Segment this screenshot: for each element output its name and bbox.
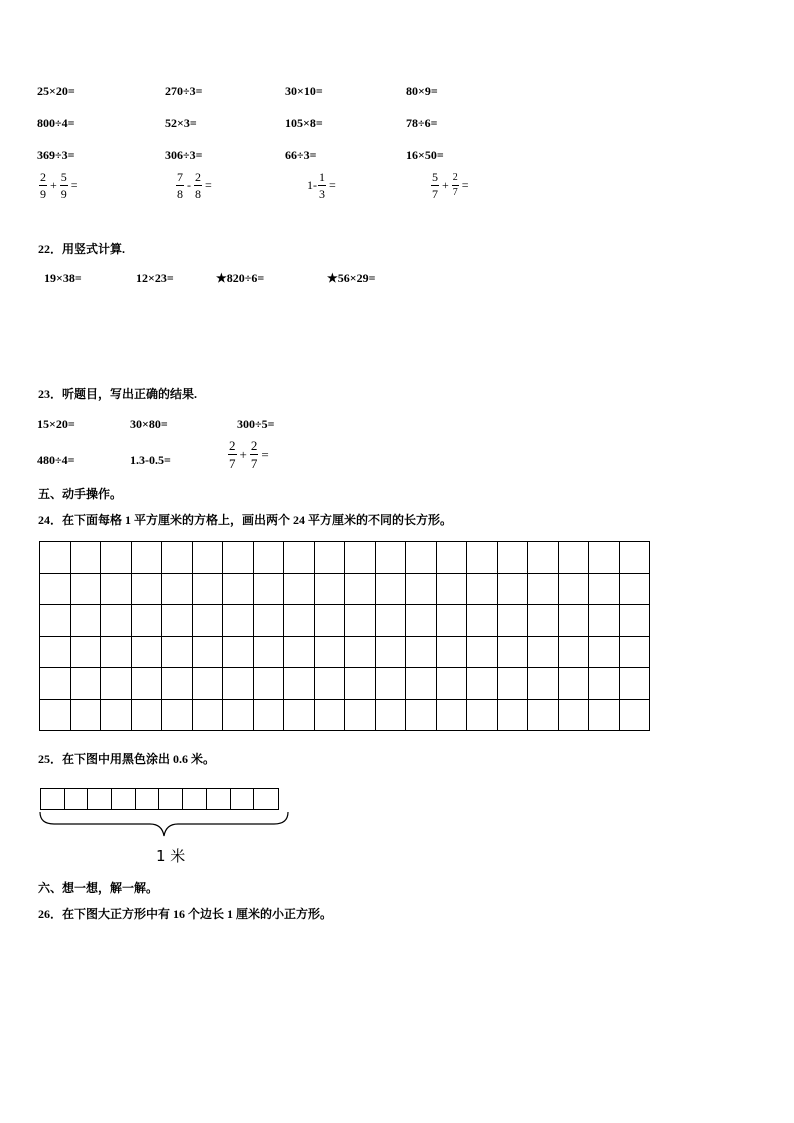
listen-calc-item: 480÷4= bbox=[37, 453, 75, 467]
denominator: 9 bbox=[40, 187, 46, 201]
grid-cell[interactable] bbox=[101, 542, 132, 574]
meter-strip[interactable] bbox=[40, 788, 279, 810]
grid-cell[interactable] bbox=[528, 699, 559, 731]
grid-cell[interactable] bbox=[162, 605, 193, 637]
grid-cell[interactable] bbox=[314, 605, 345, 637]
grid-cell[interactable] bbox=[314, 699, 345, 731]
grid-cell[interactable] bbox=[497, 542, 528, 574]
denominator: 9 bbox=[60, 187, 67, 201]
grid-cell[interactable] bbox=[345, 542, 376, 574]
grid-cell[interactable] bbox=[345, 636, 376, 668]
strip-cell[interactable] bbox=[207, 789, 231, 809]
calc-item: 105×8= bbox=[285, 116, 323, 130]
denominator: 8 bbox=[195, 187, 201, 201]
operator: + bbox=[442, 178, 449, 192]
grid-cell[interactable] bbox=[253, 573, 284, 605]
grid-row bbox=[40, 668, 650, 700]
grid-cell[interactable] bbox=[406, 605, 437, 637]
calc-item: 80×9= bbox=[406, 84, 438, 98]
grid-cell[interactable] bbox=[436, 668, 467, 700]
grid-cell[interactable] bbox=[70, 668, 101, 700]
grid-cell[interactable] bbox=[101, 573, 132, 605]
grid-cell[interactable] bbox=[619, 636, 650, 668]
grid-cell[interactable] bbox=[436, 699, 467, 731]
grid-cell[interactable] bbox=[497, 605, 528, 637]
strip-cell[interactable] bbox=[231, 789, 255, 809]
grid-cell[interactable] bbox=[40, 668, 71, 700]
grid-cell[interactable] bbox=[40, 573, 71, 605]
fraction-expression bbox=[430, 171, 471, 200]
denominator: 7 bbox=[432, 187, 438, 201]
grid-cell[interactable] bbox=[284, 605, 315, 637]
grid-cell[interactable] bbox=[223, 542, 254, 574]
grid-cell[interactable] bbox=[131, 605, 162, 637]
denominator: 8 bbox=[177, 187, 183, 201]
grid-cell[interactable] bbox=[558, 605, 589, 637]
grid-cell[interactable] bbox=[436, 573, 467, 605]
calc-item: 270÷3= bbox=[165, 84, 203, 98]
equals: = bbox=[461, 178, 469, 192]
vertical-calc-item: 12×23= bbox=[136, 271, 174, 285]
grid-cell[interactable] bbox=[375, 605, 406, 637]
strip-cell[interactable] bbox=[254, 789, 278, 809]
grid-cell[interactable] bbox=[619, 699, 650, 731]
grid-cell[interactable] bbox=[345, 605, 376, 637]
grid-cell[interactable] bbox=[131, 668, 162, 700]
grid-cell[interactable] bbox=[162, 668, 193, 700]
grid-cell[interactable] bbox=[467, 605, 498, 637]
grid-cell[interactable] bbox=[589, 636, 620, 668]
strip-cell[interactable] bbox=[65, 789, 89, 809]
grid-cell[interactable] bbox=[253, 668, 284, 700]
grid-cell[interactable] bbox=[528, 636, 559, 668]
grid-cell[interactable] bbox=[284, 573, 315, 605]
grid-cell[interactable] bbox=[40, 636, 71, 668]
grid-cell[interactable] bbox=[223, 605, 254, 637]
grid-cell[interactable] bbox=[192, 542, 223, 574]
grid-cell[interactable] bbox=[619, 542, 650, 574]
equals: = bbox=[205, 178, 212, 192]
grid-cell[interactable] bbox=[406, 668, 437, 700]
grid-cell[interactable] bbox=[284, 636, 315, 668]
grid-cell[interactable] bbox=[467, 699, 498, 731]
grid-row bbox=[40, 636, 650, 668]
grid-cell[interactable] bbox=[223, 636, 254, 668]
grid-cell[interactable] bbox=[375, 636, 406, 668]
grid-cell[interactable] bbox=[223, 699, 254, 731]
grid-cell[interactable] bbox=[375, 668, 406, 700]
strip-cell[interactable] bbox=[88, 789, 112, 809]
grid-cell[interactable] bbox=[284, 699, 315, 731]
section-6-heading: 六、想一想，解一解。 bbox=[38, 881, 159, 895]
grid-cell[interactable] bbox=[223, 668, 254, 700]
fraction-expression bbox=[38, 171, 80, 200]
calc-item: 30×10= bbox=[285, 84, 323, 98]
grid-cell[interactable] bbox=[589, 699, 620, 731]
grid-cell[interactable] bbox=[314, 668, 345, 700]
listen-calc-item: 30×80= bbox=[130, 417, 168, 431]
strip-label: 1 米 bbox=[156, 847, 186, 865]
grid-cell[interactable] bbox=[162, 573, 193, 605]
grid-cell[interactable] bbox=[436, 542, 467, 574]
grid-cell[interactable] bbox=[192, 636, 223, 668]
numerator: 7 bbox=[177, 170, 183, 184]
grid-cell[interactable] bbox=[619, 573, 650, 605]
question-26-title: 26．在下图大正方形中有 16 个边长 1 厘米的小正方形。 bbox=[38, 907, 333, 921]
grid-cell[interactable] bbox=[284, 668, 315, 700]
grid-cell[interactable] bbox=[558, 542, 589, 574]
grid-cell[interactable] bbox=[101, 636, 132, 668]
grid-cell[interactable] bbox=[406, 573, 437, 605]
denominator: 7 bbox=[250, 456, 258, 471]
fraction-expression bbox=[227, 439, 271, 470]
grid-cell[interactable] bbox=[436, 636, 467, 668]
grid-cell[interactable] bbox=[589, 542, 620, 574]
grid-cell[interactable] bbox=[497, 636, 528, 668]
grid-cell[interactable] bbox=[131, 573, 162, 605]
operator: + bbox=[239, 446, 247, 462]
fraction-expression bbox=[175, 171, 214, 200]
grid-cell[interactable] bbox=[375, 542, 406, 574]
grid-cell[interactable] bbox=[558, 668, 589, 700]
grid-cell[interactable] bbox=[40, 605, 71, 637]
grid-cell[interactable] bbox=[314, 573, 345, 605]
grid-row bbox=[40, 605, 650, 637]
grid-cell[interactable] bbox=[70, 573, 101, 605]
question-24-title: 24．在下面每格 1 平方厘米的方格上，画出两个 24 平方厘米的不同的长方形。 bbox=[38, 513, 453, 527]
grid-cell[interactable] bbox=[314, 542, 345, 574]
section-5-heading: 五、动手操作。 bbox=[38, 487, 123, 501]
grid-cell[interactable] bbox=[131, 636, 162, 668]
grid-cell[interactable] bbox=[345, 573, 376, 605]
grid-cell[interactable] bbox=[558, 573, 589, 605]
grid-cell[interactable] bbox=[253, 605, 284, 637]
vertical-calc-item: ★820÷6= bbox=[216, 271, 265, 285]
grid-cell[interactable] bbox=[162, 542, 193, 574]
grid-cell[interactable] bbox=[406, 542, 437, 574]
grid-cell[interactable] bbox=[223, 573, 254, 605]
grid-cell[interactable] bbox=[70, 699, 101, 731]
grid-cell[interactable] bbox=[375, 573, 406, 605]
grid-cell[interactable] bbox=[253, 699, 284, 731]
fraction-expression bbox=[307, 171, 338, 200]
calc-item: 52×3= bbox=[165, 116, 197, 130]
grid-cell[interactable] bbox=[70, 605, 101, 637]
calc-item: 66÷3= bbox=[285, 148, 317, 162]
denominator: 3 bbox=[319, 187, 325, 201]
vertical-calc-item: ★56×29= bbox=[327, 271, 376, 285]
numerator: 2 bbox=[229, 438, 236, 453]
grid-cell[interactable] bbox=[131, 542, 162, 574]
numerator: 2 bbox=[452, 172, 458, 183]
grid-cell[interactable] bbox=[528, 668, 559, 700]
grid-cell[interactable] bbox=[314, 636, 345, 668]
grid-cell[interactable] bbox=[162, 636, 193, 668]
strip-cell[interactable] bbox=[41, 789, 65, 809]
grid-cell[interactable] bbox=[345, 699, 376, 731]
grid-cell[interactable] bbox=[375, 699, 406, 731]
grid-cell[interactable] bbox=[101, 699, 132, 731]
grid-cell[interactable] bbox=[253, 636, 284, 668]
equals: = bbox=[70, 178, 78, 192]
grid-cell[interactable] bbox=[589, 668, 620, 700]
numerator: 5 bbox=[432, 170, 438, 184]
grid-cell[interactable] bbox=[192, 668, 223, 700]
grid-cell[interactable] bbox=[467, 542, 498, 574]
strip-cell[interactable] bbox=[112, 789, 136, 809]
brace-icon bbox=[38, 810, 292, 840]
grid-cell[interactable] bbox=[253, 542, 284, 574]
grid-cell[interactable] bbox=[528, 573, 559, 605]
grid-cell[interactable] bbox=[436, 605, 467, 637]
grid-cell[interactable] bbox=[619, 605, 650, 637]
grid-cell[interactable] bbox=[619, 668, 650, 700]
denominator: 7 bbox=[229, 456, 236, 471]
grid-cell[interactable] bbox=[70, 636, 101, 668]
calc-item: 78÷6= bbox=[406, 116, 438, 130]
grid-cell[interactable] bbox=[558, 699, 589, 731]
grid-cell[interactable] bbox=[40, 542, 71, 574]
denominator: 7 bbox=[452, 187, 458, 198]
calc-item: 800÷4= bbox=[37, 116, 75, 130]
grid-cell[interactable] bbox=[589, 605, 620, 637]
grid-row bbox=[40, 573, 650, 605]
leading-term: 1- bbox=[307, 178, 317, 192]
grid-cell[interactable] bbox=[40, 699, 71, 731]
grid-cell[interactable] bbox=[467, 636, 498, 668]
grid-row bbox=[40, 542, 650, 574]
listen-calc-item: 300÷5= bbox=[237, 417, 275, 431]
numerator: 2 bbox=[40, 170, 46, 184]
grid-cell[interactable] bbox=[192, 605, 223, 637]
grid-cell[interactable] bbox=[192, 573, 223, 605]
grid-cell[interactable] bbox=[467, 573, 498, 605]
question-22-title: 22．用竖式计算. bbox=[38, 242, 126, 256]
calc-item: 306÷3= bbox=[165, 148, 203, 162]
grid-row bbox=[40, 699, 650, 731]
grid-cell[interactable] bbox=[528, 542, 559, 574]
grid-cell[interactable] bbox=[497, 668, 528, 700]
grid-cell[interactable] bbox=[131, 699, 162, 731]
strip-cell[interactable] bbox=[136, 789, 160, 809]
grid-cell[interactable] bbox=[528, 605, 559, 637]
grid-cell[interactable] bbox=[192, 699, 223, 731]
operator: - bbox=[187, 178, 191, 192]
grid-cell[interactable] bbox=[406, 636, 437, 668]
question-23-title: 23．听题目，写出正确的结果. bbox=[38, 387, 198, 401]
operator: + bbox=[50, 178, 57, 192]
grid-cell[interactable] bbox=[589, 573, 620, 605]
vertical-calc-item: 19×38= bbox=[44, 271, 82, 285]
strip-cell[interactable] bbox=[159, 789, 183, 809]
calc-item: 369÷3= bbox=[37, 148, 75, 162]
grid-cell[interactable] bbox=[497, 573, 528, 605]
numerator: 2 bbox=[195, 170, 201, 184]
equals: = bbox=[329, 178, 336, 192]
numerator: 2 bbox=[250, 438, 258, 453]
grid-cell[interactable] bbox=[101, 668, 132, 700]
square-grid[interactable] bbox=[39, 541, 650, 731]
calc-item: 16×50= bbox=[406, 148, 444, 162]
strip-cell[interactable] bbox=[183, 789, 207, 809]
calc-item: 25×20= bbox=[37, 84, 75, 98]
question-25-title: 25．在下图中用黑色涂出 0.6 米。 bbox=[38, 752, 216, 766]
grid-cell[interactable] bbox=[162, 699, 193, 731]
grid-cell[interactable] bbox=[284, 542, 315, 574]
numerator: 1 bbox=[319, 170, 325, 184]
grid-cell[interactable] bbox=[345, 668, 376, 700]
listen-calc-item: 15×20= bbox=[37, 417, 75, 431]
equals: = bbox=[261, 446, 269, 462]
grid-cell[interactable] bbox=[497, 699, 528, 731]
grid-cell[interactable] bbox=[101, 605, 132, 637]
grid-cell[interactable] bbox=[467, 668, 498, 700]
numerator: 5 bbox=[60, 170, 67, 184]
grid-cell[interactable] bbox=[70, 542, 101, 574]
grid-cell[interactable] bbox=[558, 636, 589, 668]
grid-cell[interactable] bbox=[406, 699, 437, 731]
listen-calc-item: 1.3-0.5= bbox=[130, 453, 171, 467]
